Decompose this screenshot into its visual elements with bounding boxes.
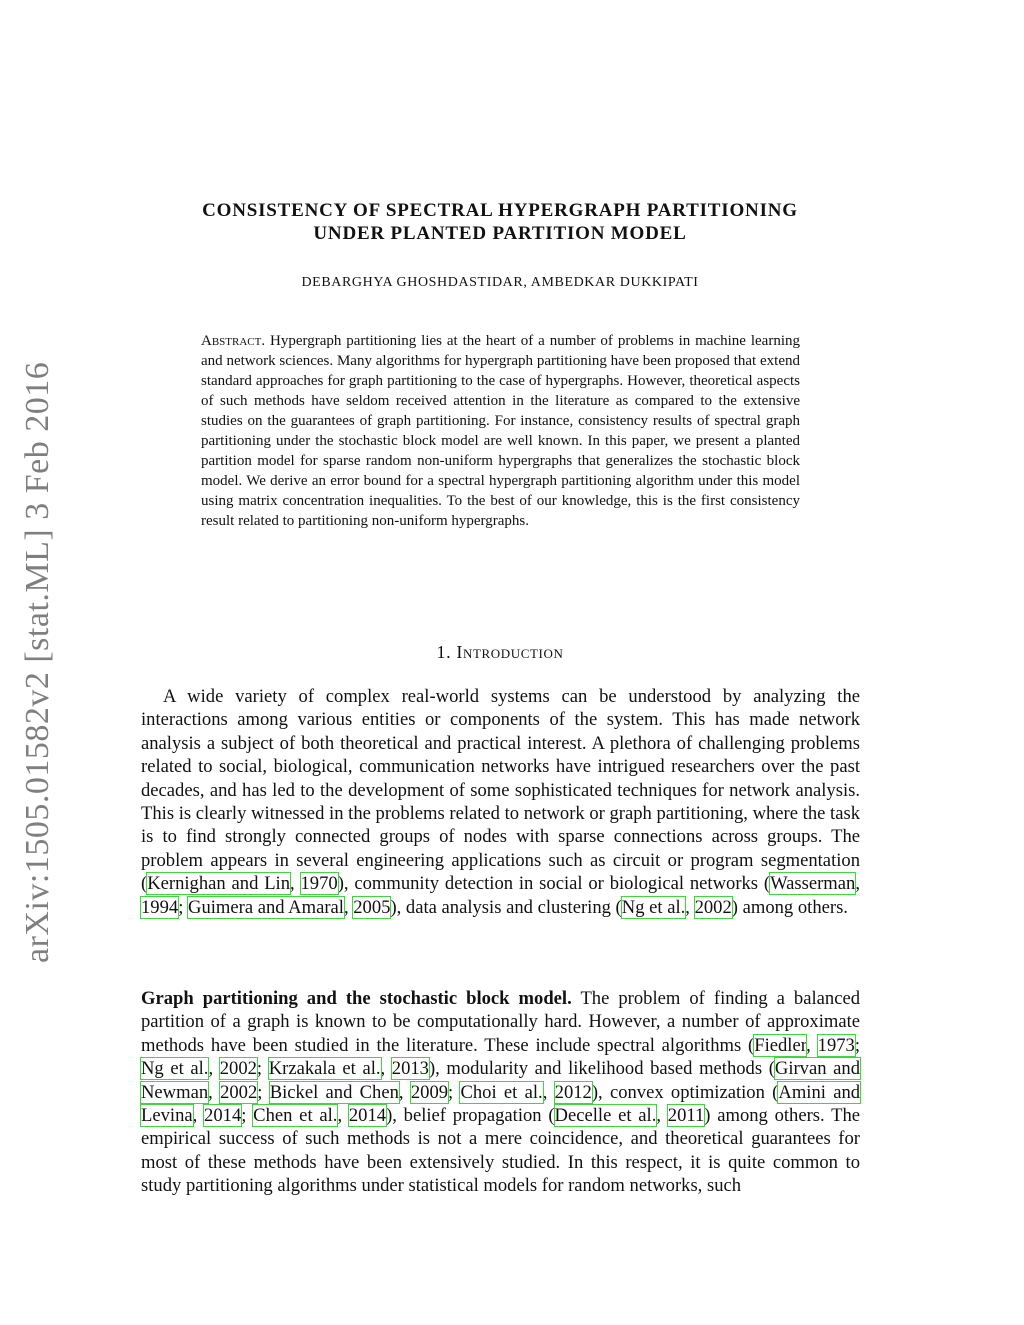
citation-link[interactable]: Kernighan and Lin	[147, 873, 291, 895]
citation-link[interactable]: Krzakala et al.	[268, 1058, 381, 1080]
section-number: 1.	[436, 642, 452, 662]
text-run: ), community detection in social or biological networks (	[337, 873, 771, 895]
citation-year-link[interactable]: 2009	[410, 1081, 449, 1103]
citation-year-link[interactable]: 1994	[141, 896, 179, 918]
intro-paragraph-2: Graph partitioning and the stochastic block model. The problem of finding a balanced partition of a graph is known to be computationally hard. However, a number of approximate methods have been studied in the literature. These include spectral algorithms (Fiedler, 1973; Ng et al., 2002; Krzakala et al., 2013), modularity and likelihood based methods (Girvan and Newman, 2002; Bickel and Chen, 2009; Choi et al., 2012), convex optimization (Amini and Levina, 2014; Chen et al., 2014), belief propagation (Decelle et al., 2011) among others. The empirical success of such methods is not a mere coincidence, and theoretical guarantees for most of these methods have been extensively studied. In this respect, it is quite common to study partitioning algorithms under statistical models for random networks, such	[141, 988, 861, 1197]
citation-year-link[interactable]: 2014	[348, 1105, 387, 1127]
citation-link[interactable]: Ng et al.	[141, 1058, 209, 1080]
paper-title	[140, 199, 860, 245]
citation-year-link[interactable]: 2012	[554, 1081, 592, 1103]
citation-link[interactable]: Guimera and Amaral	[188, 896, 344, 918]
text-run: The problem of finding a balanced partition of a graph is known to be computationally hard. However, a number of approximate methods have been studied in the literature. These include spectral algorithms (	[141, 988, 860, 1056]
abstract-text: Hypergraph partitioning lies at the heart of a number of problems in machine learning and network sciences. Many algorithms for hypergraph partitioning have been proposed that extend standard approaches for graph partitioning to the case of hypergraphs. However, theoretical aspects of such methods have seldom received attention in the literature as compared to the extensive studies on the guarantees of graph partitioning. For instance, consistency results of spectral graph partitioning under the stochastic block model are well known. In this paper, we present a planted partition model for sparse random non-uniform hypergraphs that generalizes the stochastic block model. We derive an error bound for a spectral hypergraph partitioning algorithm under this model using matrix concentration inequalities. To the best of our knowledge, this is the first consistency result related to partitioning non-uniform hypergraphs.	[201, 333, 800, 529]
intro-paragraph-1: A wide variety of complex real-world systems can be understood by analyzing the interactions among various entities or components of the system. This has made network analysis a subject of both theoretical and practical interest. A plethora of challenging problems related to social, biological, communication networks have intrigued researchers over the past decades, and has led to the development of some sophisticated techniques for network analysis. This is clearly witnessed in the problems related to network or graph partitioning, where the task is to find strongly connected groups of nodes with sparse connections across groups. The problem appears in several engineering applications such as circuit or program segmentation (Kernighan and Lin, 1970), community detection in social or biological networks (Wasserman, 1994; Guimera and Amaral, 2005), data analysis and clustering (Ng et al., 2002) among others.	[141, 686, 860, 918]
citation-year-link[interactable]: 2002	[220, 1081, 258, 1103]
abstract-label: Abstract.	[201, 333, 266, 349]
text-run: ), data analysis and clustering (	[390, 896, 622, 918]
citation-year-link[interactable]: 1973	[817, 1034, 855, 1056]
citation-year-link[interactable]: 2005	[353, 896, 391, 918]
text-run: ) among others.	[731, 896, 848, 918]
citation-link[interactable]: Amini and Levina	[141, 1081, 861, 1127]
section-heading	[140, 642, 860, 663]
citation-link[interactable]: Wasserman	[770, 873, 856, 895]
citation-link[interactable]: Choi et al.	[460, 1081, 543, 1103]
text-run: ), modularity and likelihood based methods (	[428, 1058, 775, 1080]
citation-year-link[interactable]: 2002	[219, 1058, 257, 1080]
citation-link[interactable]: Decelle et al.	[554, 1105, 657, 1127]
author-list: DEBARGHYA GHOSHDASTIDAR, AMBEDKAR DUKKIPATI	[301, 275, 699, 290]
citation-link[interactable]: Bickel and Chen	[269, 1081, 399, 1103]
citation-year-link[interactable]: 2014	[204, 1105, 242, 1127]
text-run: ) among others. The empirical success of such methods is not a mere coincidence, and theoretical guarantees for most of these methods have been extensively studied. In this respect, it is quite common to study partitioning algorithms under statistical models for random networks, such	[141, 1105, 861, 1197]
section-title: Introduction	[456, 642, 564, 662]
citation-link[interactable]: Chen et al.	[253, 1105, 338, 1127]
abstract	[201, 331, 800, 531]
text-run: ), belief propagation (	[386, 1105, 555, 1127]
citation-year-link[interactable]: 2011	[667, 1105, 705, 1127]
citation-link[interactable]: Girvan and Newman	[141, 1058, 860, 1103]
arxiv-identifier: arXiv:1505.01582v2 [stat.ML] 3 Feb 2016	[19, 361, 56, 964]
citation-year-link[interactable]: 2013	[391, 1058, 429, 1080]
citation-link[interactable]: Fiedler	[754, 1034, 807, 1056]
citation-link[interactable]: Ng et al.	[621, 896, 686, 918]
title-line-2: UNDER PLANTED PARTITION MODEL	[313, 223, 687, 244]
text-run: A wide variety of complex real-world systems can be understood by analyzing the interactions among various entities or components of the system. This has made network analysis a subject of both theoretical and practical interest. A plethora of challenging problems related to social, biological, communication networks have intrigued researchers over the past decades, and has led to the development of some sophisticated techniques for network analysis. This is clearly witnessed in the problems related to network or graph partitioning, where the task is to find strongly connected groups of nodes with sparse connections across groups. The problem appears in several engineering applications such as circuit or program segmentation (	[141, 686, 860, 895]
paragraph-heading: Graph partitioning and the stochastic block model.	[141, 988, 572, 1009]
text-run: ), convex optimization (	[591, 1081, 779, 1103]
citation-year-link[interactable]: 2002	[694, 896, 732, 918]
citation-year-link[interactable]: 1970	[300, 873, 338, 895]
title-line-1: CONSISTENCY OF SPECTRAL HYPERGRAPH PARTITIONING	[202, 200, 798, 221]
